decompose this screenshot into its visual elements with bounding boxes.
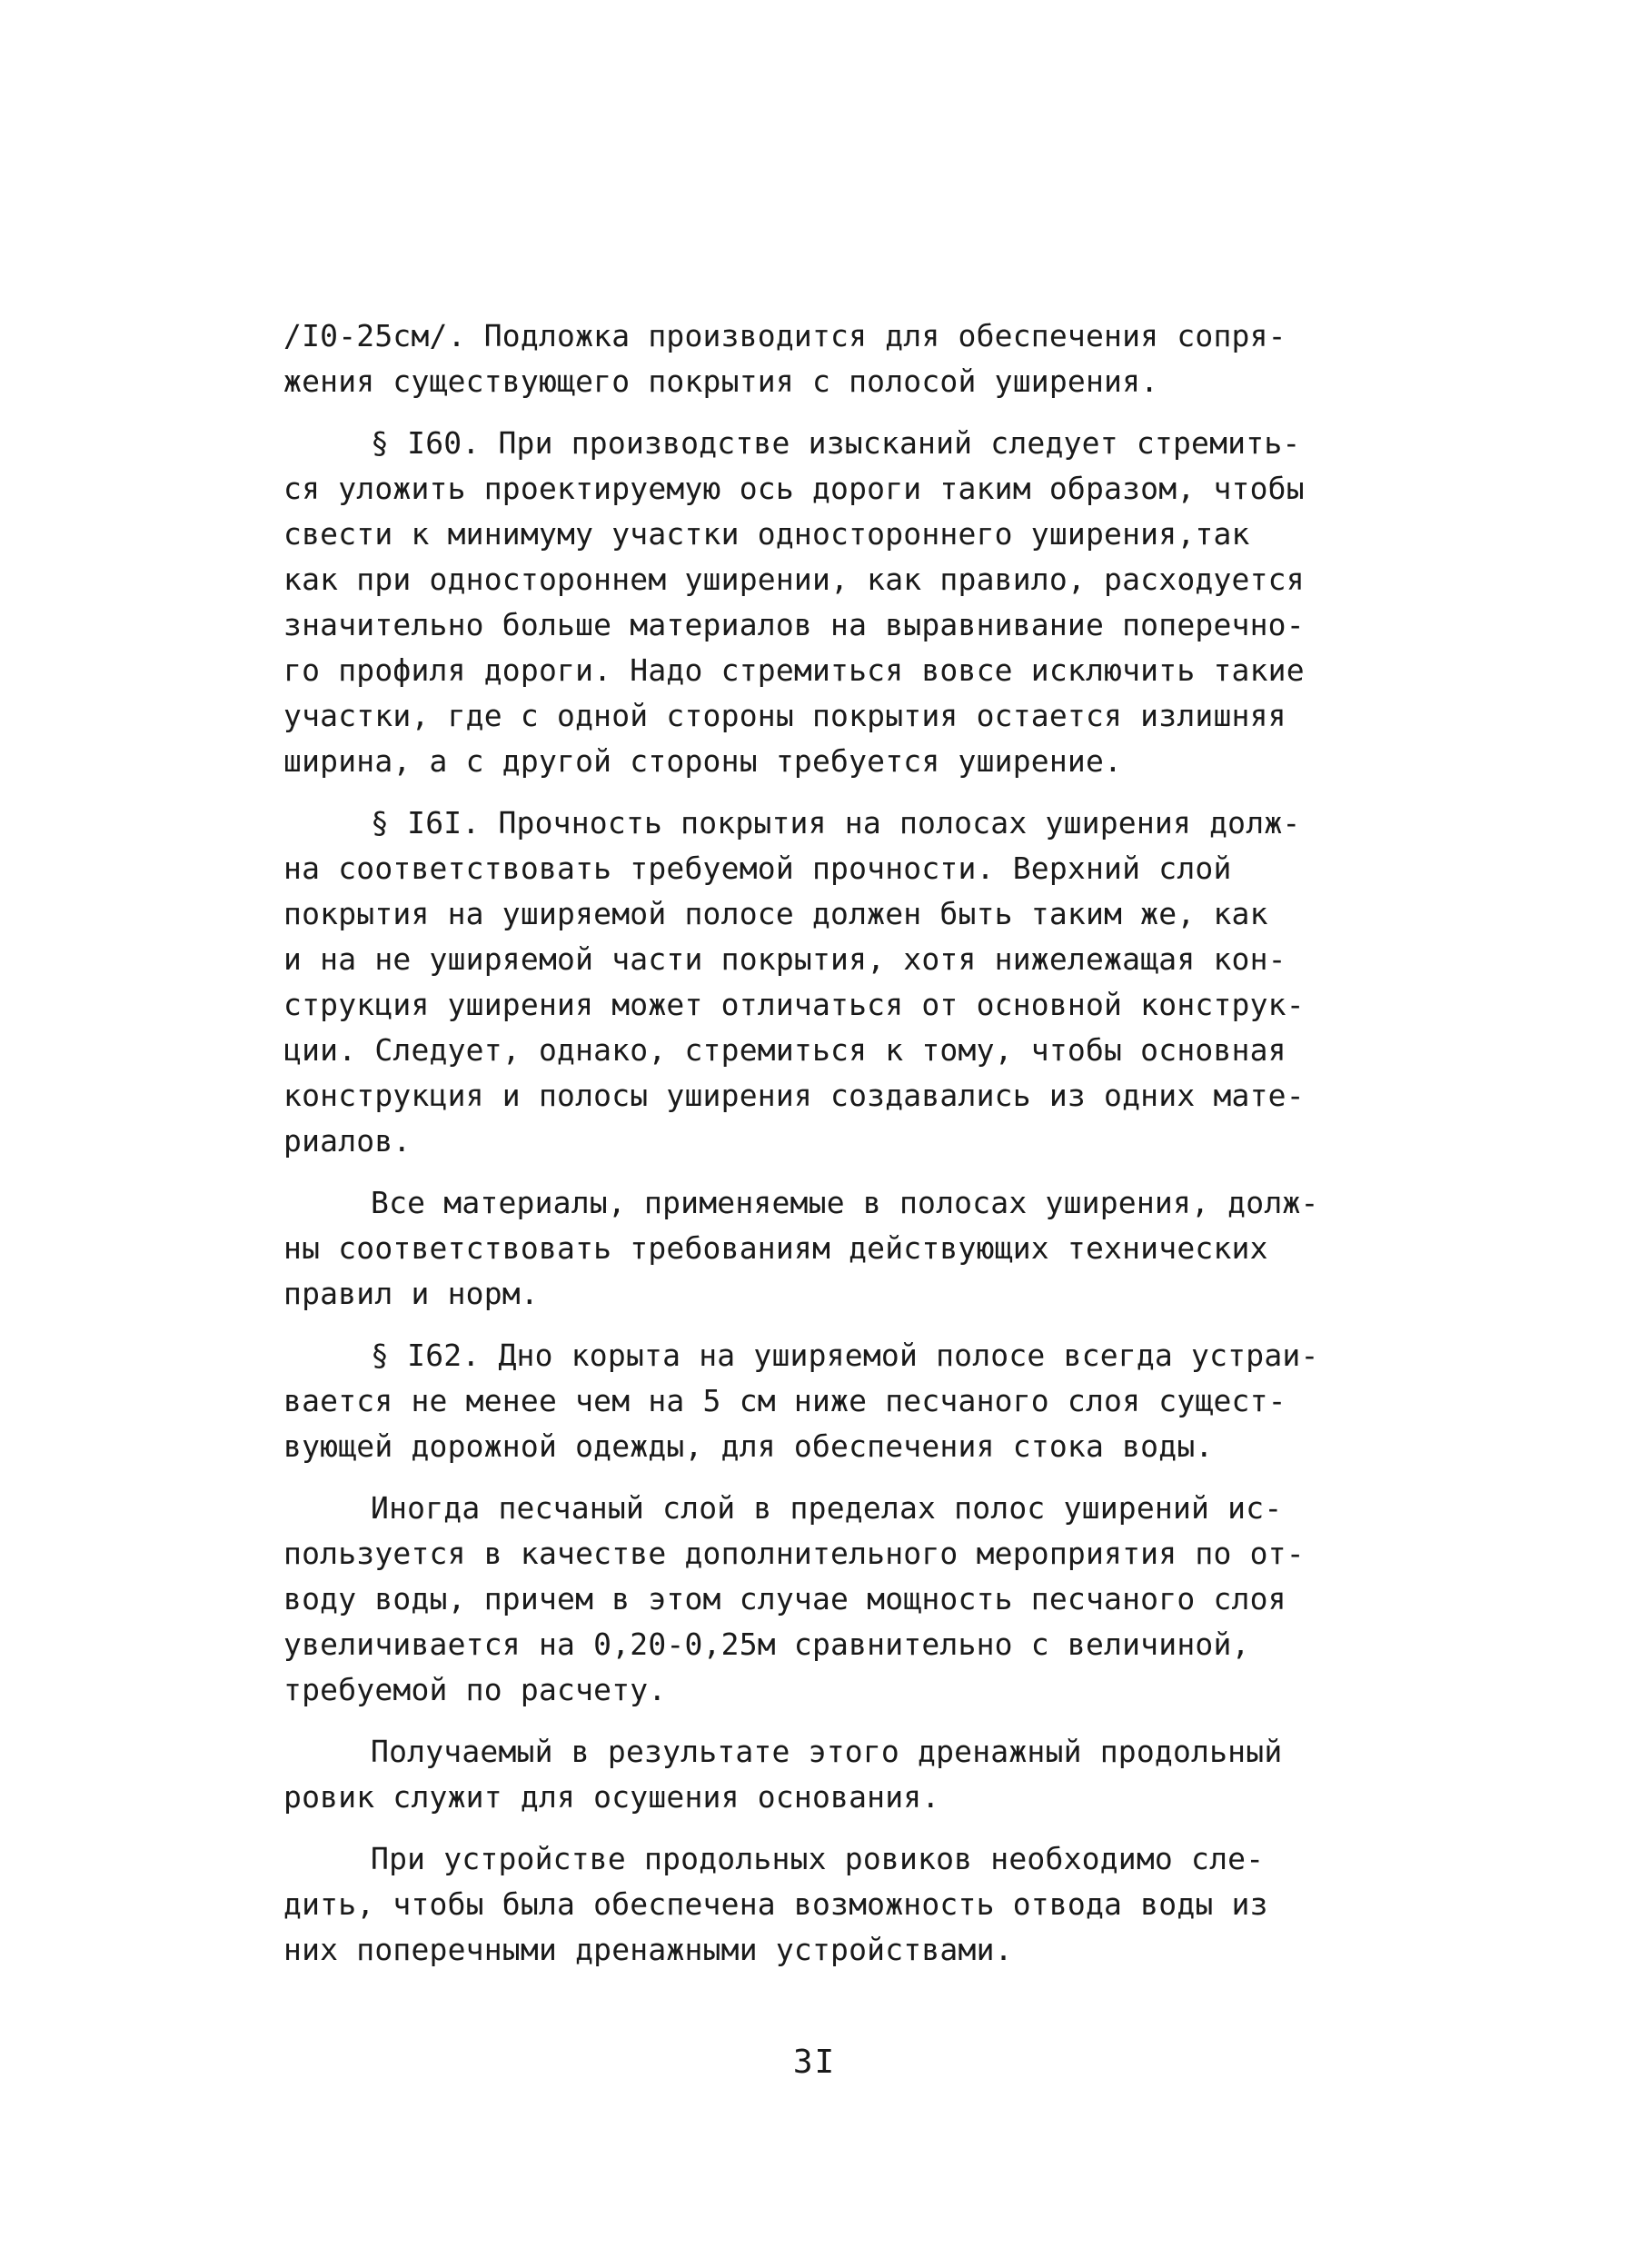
text-line: го профиля дороги. Надо стремиться вовсе исключить такие bbox=[283, 652, 1305, 688]
text-line: как при одностороннем уширении, как правило, расходуется bbox=[283, 562, 1305, 597]
text-line: § I60. При производстве изысканий следует стремить- bbox=[371, 425, 1301, 461]
text-line: покрытия на уширяемой полосе должен быть таким же, как bbox=[283, 896, 1268, 931]
text-line: /I0-25см/. Подложка производится для обеспечения сопря- bbox=[283, 318, 1286, 353]
paragraph bbox=[283, 1729, 1374, 1820]
text-line: свести к минимуму участки одностороннего уширения,так bbox=[283, 516, 1250, 552]
text-line: ся уложить проектируемую ось дороги таким образом, чтобы bbox=[283, 471, 1305, 506]
text-line: пользуется в качестве дополнительного мероприятия по от- bbox=[283, 1536, 1305, 1571]
text-line: ции. Следует, однако, стремиться к тому, чтобы основная bbox=[283, 1032, 1286, 1068]
page-number: 3I bbox=[792, 2044, 837, 2081]
text-line: участки, где с одной стороны покрытия остается излишняя bbox=[283, 698, 1286, 733]
paragraph bbox=[283, 801, 1374, 1164]
text-line: ширина, а с другой стороны требуется уширение. bbox=[283, 743, 1123, 779]
document-body bbox=[283, 313, 1374, 1989]
text-line: Все материалы, применяемые в полосах уширения, долж- bbox=[371, 1185, 1319, 1220]
text-line: требуемой по расчету. bbox=[283, 1672, 667, 1707]
paragraph bbox=[283, 421, 1374, 784]
text-line: Получаемый в результате этого дренажный продольный bbox=[371, 1734, 1283, 1769]
paragraph bbox=[283, 1486, 1374, 1713]
text-line: конструкция и полосы уширения создавались из одних мате- bbox=[283, 1078, 1305, 1113]
text-line: вается не менее чем на 5 см ниже песчаного слоя сущест- bbox=[283, 1383, 1286, 1418]
text-line: правил и норм. bbox=[283, 1276, 539, 1311]
text-line: увеличивается на 0,20-0,25м сравнительно с величиной, bbox=[283, 1626, 1250, 1662]
paragraph bbox=[283, 313, 1374, 404]
text-line: Иногда песчаный слой в пределах полос уширений ис- bbox=[371, 1490, 1283, 1526]
text-line: ны соответствовать требованиям действующих технических bbox=[283, 1230, 1268, 1266]
text-line: значительно больше материалов на выравнивание поперечно- bbox=[283, 607, 1305, 642]
text-line: них поперечными дренажными устройствами. bbox=[283, 1932, 1013, 1967]
text-line: жения существующего покрытия с полосой уширения. bbox=[283, 363, 1159, 399]
text-line: воду воды, причем в этом случае мощность песчаного слоя bbox=[283, 1581, 1286, 1616]
paragraph bbox=[283, 1333, 1374, 1469]
text-line: § I6I. Прочность покрытия на полосах уширения долж- bbox=[371, 805, 1301, 841]
text-line: дить, чтобы была обеспечена возможность отвода воды из bbox=[283, 1886, 1268, 1922]
text-line: вующей дорожной одежды, для обеспечения стока воды. bbox=[283, 1428, 1214, 1464]
text-line: и на не уширяемой части покрытия, хотя нижележащая кон- bbox=[283, 941, 1286, 977]
text-line: на соответствовать требуемой прочности. Верхний слой bbox=[283, 850, 1232, 886]
paragraph bbox=[283, 1836, 1374, 1973]
text-line: струкция уширения может отличаться от основной конструк- bbox=[283, 987, 1305, 1022]
paragraph bbox=[283, 1180, 1374, 1317]
text-line: риалов. bbox=[283, 1123, 412, 1159]
text-line: § I62. Дно корыта на уширяемой полосе всегда устраи- bbox=[371, 1338, 1319, 1373]
text-line: ровик служит для осушения основания. bbox=[283, 1779, 940, 1815]
text-line: При устройстве продольных ровиков необходимо сле- bbox=[371, 1841, 1265, 1876]
